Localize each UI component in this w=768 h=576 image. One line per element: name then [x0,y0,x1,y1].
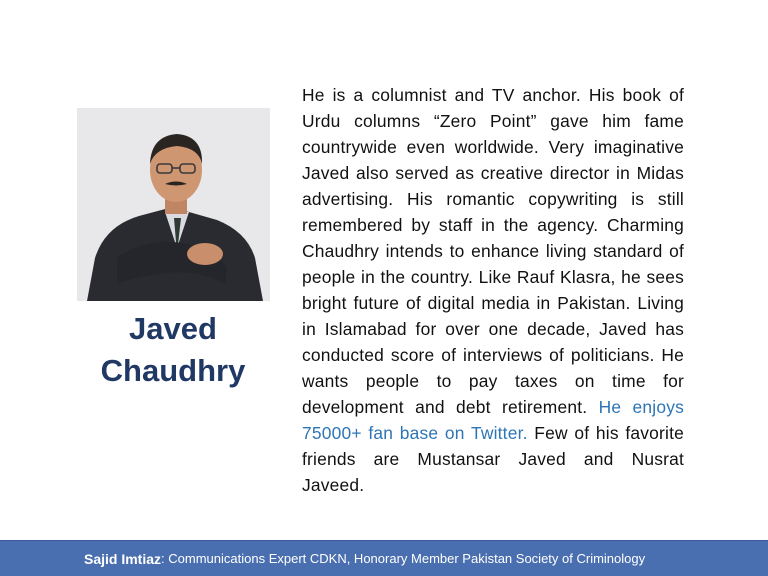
person-name-last: Chaudhry [100,353,246,388]
biography-text [302,82,684,498]
footer-separator: : [161,551,165,566]
footer-description: Communications Expert CDKN, Honorary Member Pakistan Society of Criminology [164,551,646,566]
footer-bar [0,540,768,576]
biography-highlight: He enjoys 75000+ fan base on Twitter. [302,397,684,443]
portrait-illustration [77,108,270,301]
person-name-first: Javed [129,311,217,346]
biography-text-main: He is a columnist and TV anchor. His book of Urdu columns “Zero Point” gave him fame countrywide even worldwide. Very imaginative Javed also served as creative director in Midas advertising. His romantic copywriting is still remembered by staff in the agency. Charming Chaudhry intends to enhance living standard of people in the country. Like Rauf Klasra, he sees bright future of digital media in Pakistan. Living in Islamabad for over one decade, Javed has conducted score of interviews of politicians. He wants people to pay taxes on time for development and debt retirement. [302,85,684,417]
portrait-photo [77,108,270,301]
footer-author: Sajid Imtiaz [84,550,162,567]
biography-text-end: Few of his favorite friends are Mustansar Javed and Nusrat Javeed. [302,423,684,495]
person-name [78,308,268,392]
